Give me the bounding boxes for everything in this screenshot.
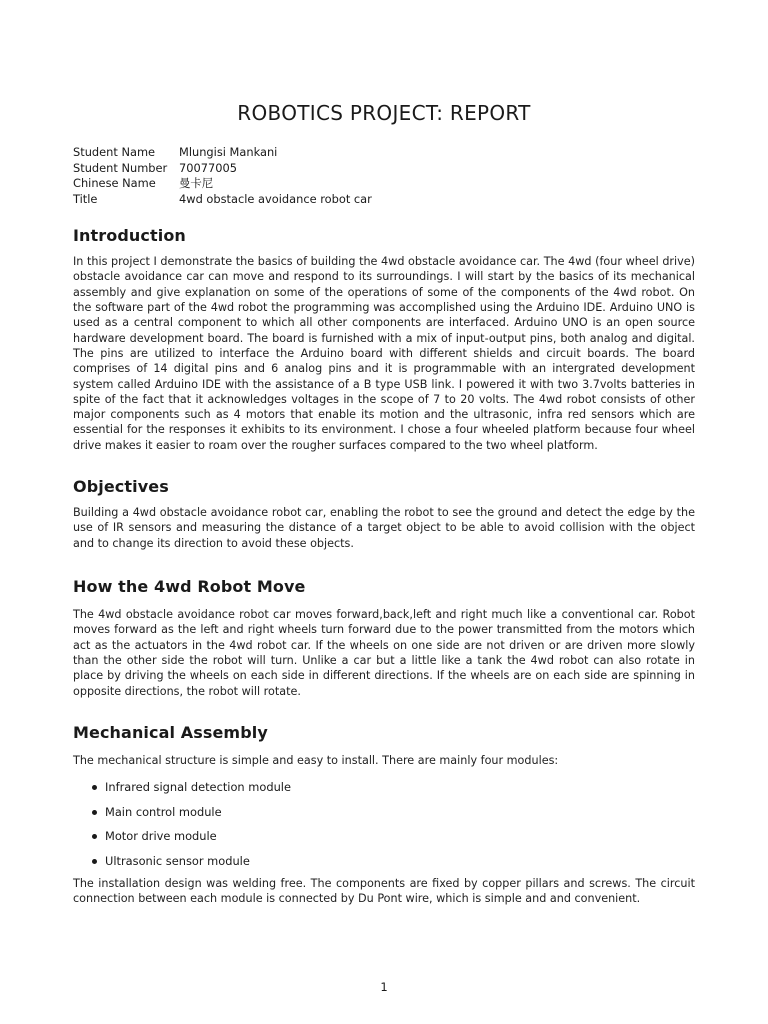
student-name-label: Student Name <box>73 145 156 159</box>
movement-heading: How the 4wd Robot Move <box>73 577 306 596</box>
module-label: Main control module <box>105 804 222 819</box>
list-item <box>73 780 291 805</box>
chinese-name-row <box>73 176 372 192</box>
objectives-heading: Objectives <box>73 477 169 496</box>
project-title-value: 4wd obstacle avoidance robot car <box>179 191 372 206</box>
student-number-value: 70077005 <box>179 160 237 175</box>
mechanical-heading: Mechanical Assembly <box>73 723 268 742</box>
list-item <box>73 805 291 830</box>
bullet-icon <box>92 859 97 864</box>
student-info-table <box>73 145 372 207</box>
introduction-paragraph: In this project I demonstrate the basics of building the 4wd obstacle avoidance car. The 4wd (four wheel drive) obstacle avoidance car can move and respond to its surroundings. I will start by the basics of its mechanical assembly and give explanation on some of the operations of some of the components of the 4wd robot. On the software part of the 4wd robot the programming was accomplished using the Arduino IDE. Arduino UNO is used as a central component to which all other components are interfaced. Arduino UNO is an open source hardware development board. The board is furnished with a mix of input-output pins, both analog and digital. The pins are utilized to interface the Arduino board with different shields and circuit boards. The board comprises of 14 digital pins and 6 analog pins and it is programmable with an intergrated development system called Arduino IDE with the assistance of a B type USB link. I powered it with two 3.7volts batteries in spite of the fact that it acknowledges voltages in the scope of 7 to 20 volts. The 4wd robot consists of other major components such as 4 motors that enable its motion and the ultrasonic, infra red sensors which are essential for the responses it exhibits to its environment. I chose a four wheeled platform because four wheel drive makes it easier to roam over the rougher surfaces compared to the two wheel platform. <box>73 255 695 452</box>
module-label: Motor drive module <box>105 829 217 844</box>
movement-paragraph: The 4wd obstacle avoidance robot car moves forward,back,left and right much like a conventional car. Robot moves forward as the left and right wheels turn forward due to the power transmitted from the motors which act as the actuators in the 4wd robot car. If the wheels on one side are not driven or are driven more slowly than the other side the robot will turn. Unlike a car but a little like a tank the 4wd robot can also rotate in place by driving the wheels on each side in different directions. If the wheels are on each side are spinning in opposite directions, the robot will rotate. <box>73 608 695 698</box>
mechanical-closing-paragraph: The installation design was welding free. The components are fixed by copper pillars and screws. The circuit connection between each module is connected by Du Pont wire, which is simple and and convenient. <box>73 877 695 906</box>
module-label: Ultrasonic sensor module <box>105 854 250 869</box>
project-title-row <box>73 192 372 208</box>
module-list <box>73 780 291 879</box>
bullet-icon <box>92 834 97 839</box>
page-number: 1 <box>380 980 388 994</box>
objectives-paragraph: Building a 4wd obstacle avoidance robot car, enabling the robot to see the ground and detect the edge by the use of IR sensors and measuring the distance of a target object to be able to avoid collision with the object and to change its direction to avoid these objects. <box>73 506 695 550</box>
student-number-label: Student Number <box>73 160 168 175</box>
student-name-value: Mlungisi Mankani <box>179 145 278 159</box>
chinese-name-label: Chinese Name <box>73 176 156 191</box>
document-title: ROBOTICS PROJECT: REPORT <box>237 101 531 125</box>
bullet-icon <box>92 785 97 790</box>
chinese-name-value: 曼卡尼 <box>179 176 214 191</box>
introduction-heading: Introduction <box>73 226 186 245</box>
bullet-icon <box>92 810 97 815</box>
mechanical-intro-paragraph: The mechanical structure is simple and easy to install. There are mainly four modules: <box>73 754 559 768</box>
student-name-row <box>73 145 372 161</box>
list-item <box>73 854 291 879</box>
module-label: Infrared signal detection module <box>105 780 291 794</box>
project-title-label: Title <box>73 191 98 206</box>
list-item <box>73 829 291 854</box>
student-number-row <box>73 161 372 177</box>
